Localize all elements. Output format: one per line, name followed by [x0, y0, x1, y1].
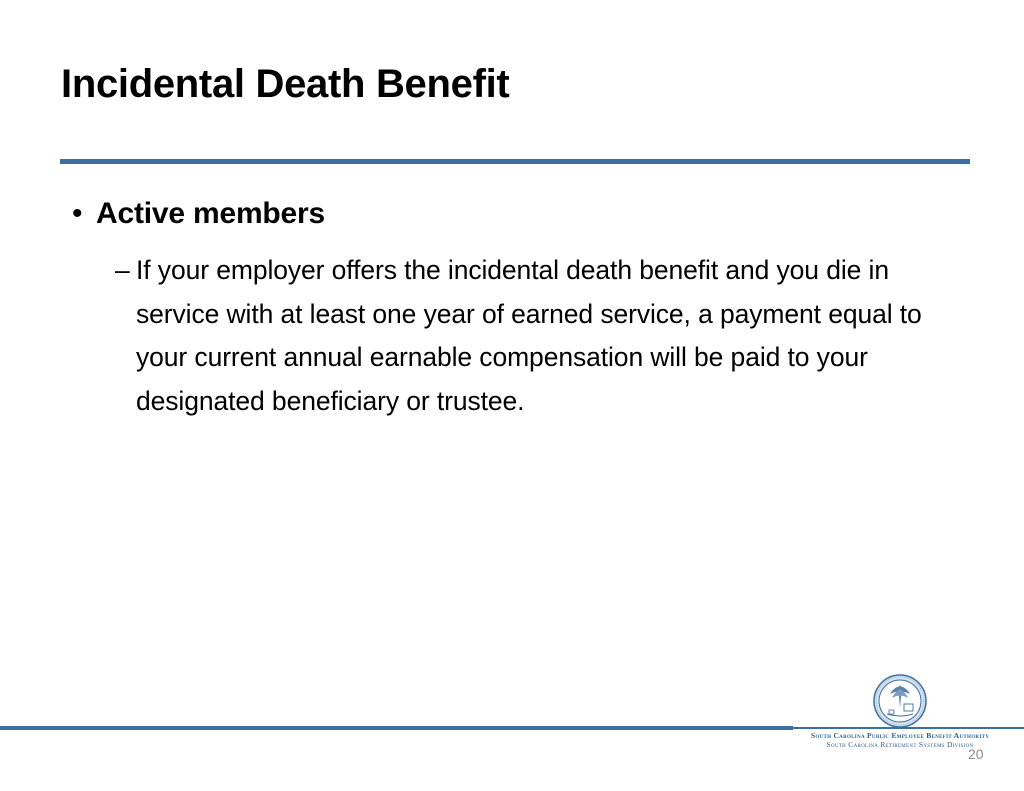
sub-bullet-marker: – — [115, 255, 130, 285]
organization-name: South Carolina Public Employee Benefit Authority — [810, 731, 990, 740]
page-number: 20 — [968, 746, 984, 762]
sub-bullet-text: If your employer offers the incidental death benefit and you die in service with at least one year of earned service, a payment equal to your current annual earnable compensation will be paid to your designated beneficiary or trustee. — [136, 255, 922, 416]
division-name: South Carolina Retirement Systems Division — [826, 740, 974, 749]
footer-divider — [0, 726, 793, 730]
sub-bullet-item — [115, 249, 950, 423]
bullet-marker: • — [72, 197, 83, 230]
bullet-label: Active members — [96, 197, 325, 230]
state-seal-icon — [873, 674, 927, 728]
slide-title: Incidental Death Benefit — [61, 62, 510, 106]
bullet-item — [72, 192, 325, 236]
title-divider — [60, 159, 970, 164]
